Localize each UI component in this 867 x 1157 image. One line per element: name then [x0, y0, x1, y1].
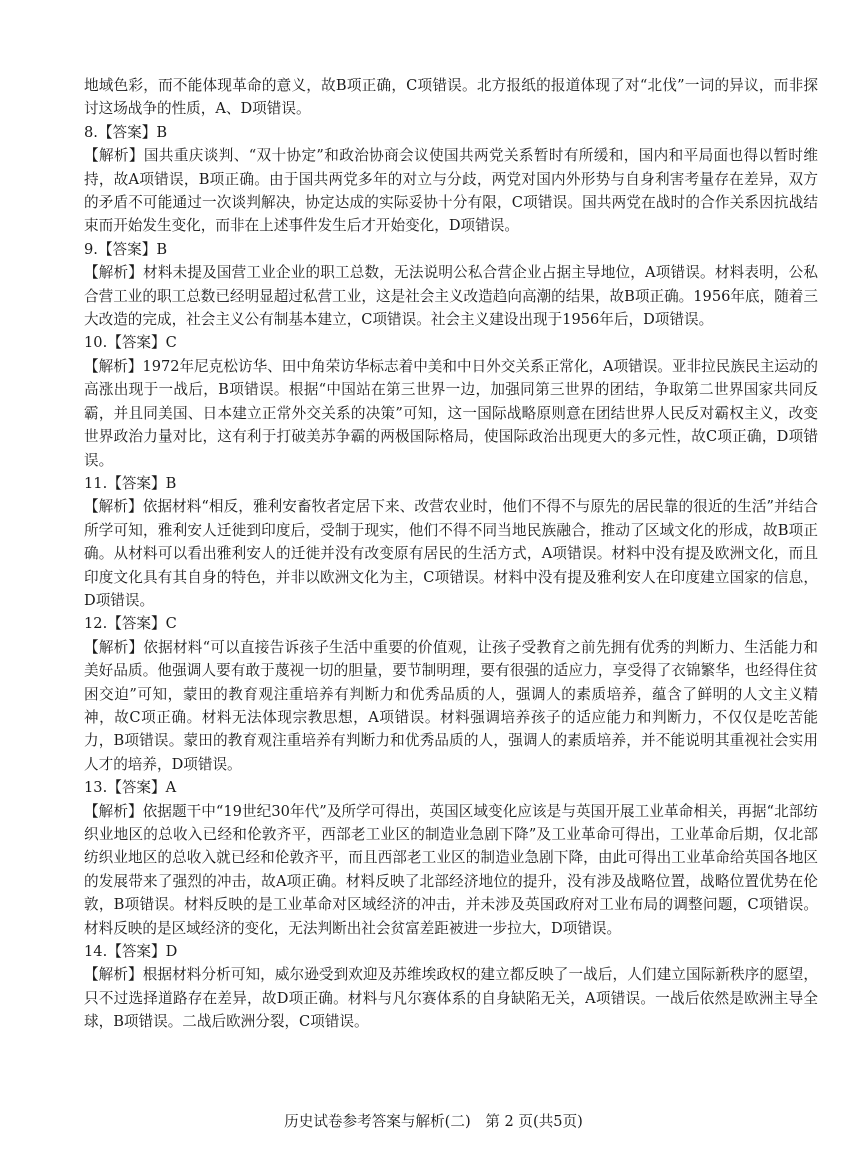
intro-paragraph: 地域色彩，而不能体现革命的意义，故B项正确，C项错误。北方报纸的报道体现了对“北伐”一词的异议，而非探讨这场战争的性质，A、D项错误。	[84, 77, 818, 118]
answer-label: 【答案】C	[107, 334, 177, 352]
answer-item-12	[84, 612, 818, 776]
answer-item-13	[84, 776, 818, 940]
explanation-text: 【解析】依据材料“可以直接告诉孩子生活中重要的价值观，让孩子受教育之前先拥有优秀的判断力、生活能力和美好品质。他强调人要有敢于蔑视一切的胆量，要节制明理，要有很强的适应力，享受得了衣锦繁华，也经得住贫困交迫”可知，蒙田的教育观注重培养有判断力和优秀品质的人，强调人的素质培养，蕴含了鲜明的人文主义精神，故C项正确。材料无法体现宗教思想，A项错误。材料强调培养孩子的适应能力和判断力，不仅仅是吃苦能力，B项错误。蒙田的教育观注重培养有判断力和优秀品质的人，强调人的素质培养，并不能说明其重视社会实用人才的培养，D项错误。	[84, 638, 818, 773]
explanation-text	[84, 800, 818, 940]
answer-line	[84, 776, 818, 799]
answer-label: 【答案】B	[97, 240, 168, 258]
page-footer: 历史试卷参考答案与解析(二) 第 2 页(共5页)	[284, 1113, 583, 1130]
explanation-text: 【解析】材料未提及国营工业企业的职工总数，无法说明公私合营企业占据主导地位，A项错误。材料表明，公私合营工业的职工总数已经明显超过私营工业，这是社会主义改造趋向高潮的结果，故B项正确。1956年底，随着三大改造的完成，社会主义公有制基本建立，C项错误。社会主义建设出现于1956年后，D项错误。	[84, 264, 818, 329]
answer-label: 【答案】B	[97, 123, 168, 141]
question-number: 14.	[84, 943, 108, 961]
explanation-body: 依据题干中“19世纪30年代”及所学可得出，英国区域变化应该是与英国开展工业革命相关，再据“北部纺织业地区的总收入已经和伦敦齐平，西部老工业区的制造业急剧下降”及工业革命可得出，工业革命后期，仅北部纺织业地区的总收入就已经和伦敦齐平，而且西部老工业区的制造业急剧下降，由此可得出工业革命给英国各地区的发展带来了强烈的冲击，故A项正确。材料反映了北部经济地位的提升，没有涉及战略位置，战略位置优势在伦敦，B项错误。材料反映的是工业革命对区域经济的冲击，并未涉及英国政府对工业布局的调整问题，C项错误。材料反映的是区域经济的变化，无法判断出社会贫富差距被进一步拉大，D项错误。	[84, 802, 818, 937]
question-number: 11.	[84, 474, 108, 492]
answer-line	[84, 121, 818, 144]
answer-label: 【答案】D	[107, 943, 178, 961]
answer-label: 【答案】A	[107, 779, 177, 797]
question-number: 12.	[84, 615, 108, 633]
explanation-text: 【解析】根据材料分析可知，威尔逊受到欢迎及苏维埃政权的建立都反映了一战后，人们建立国际新秩序的愿望，只不过选择道路存在差异，故D项正确。材料与凡尔赛体系的自身缺陷无关，A项错误。一战后依然是欧洲主导全球，B项错误。二战后欧洲分裂，C项错误。	[84, 966, 818, 1031]
answer-label: 【答案】C	[107, 615, 177, 633]
question-number: 8.	[84, 123, 98, 141]
answer-line	[84, 940, 818, 963]
question-number: 9.	[84, 240, 98, 258]
question-number: 10.	[84, 334, 108, 352]
answer-item-14	[84, 940, 818, 1034]
explanation-text: 【解析】1972年尼克松访华、田中角荣访华标志着中美和中日外交关系正常化，A项错误。亚非拉民族民主运动的高涨出现于一战后，B项错误。根据“中国站在第三世界一边，加强同第三世界的团结，争取第二世界国家共同反霸，并且同美国、日本建立正常外交关系的决策”可知，这一国际战略原则意在团结世界人民反对霸权主义，改变世界政治力量对比，这有利于打破美苏争霸的两极国际格局，使国际政治出现更大的多元性，故C项正确，D项错误。	[84, 357, 818, 469]
answer-item-8	[84, 121, 818, 238]
answer-label: 【答案】B	[107, 474, 177, 492]
answer-line	[84, 331, 818, 354]
answer-item-10	[84, 331, 818, 471]
answer-content	[84, 74, 818, 1034]
answer-item-11	[84, 472, 818, 612]
answer-line	[84, 472, 818, 495]
answer-line	[84, 238, 818, 261]
answer-item-9	[84, 238, 818, 332]
answer-line	[84, 612, 818, 635]
explanation-label: 【解析】	[84, 802, 143, 820]
question-number: 13.	[84, 779, 108, 797]
explanation-text: 【解析】国共重庆谈判、“双十协定”和政治协商会议使国共两党关系暂时有所缓和，国内和平局面也得以暂时维持，故A项错误，B项正确。由于国共两党多年的对立与分歧，两党对国内外形势与自身利害考量存在差异，双方的矛盾不可能通过一次谈判解决，协定达成的实际妥协十分有限，C项错误。国共两党在战时的合作关系因抗战结束而开始发生变化，而非在上述事件发生后才开始变化，D项错误。	[84, 147, 818, 235]
explanation-text: 【解析】依据材料“相反，雅利安畜牧者定居下来、改营农业时，他们不得不与原先的居民靠的很近的生活”并结合所学可知，雅利安人迁徙到印度后，受制于现实，他们不得不同当地民族融合，推动了区域文化的形成，故B项正确。从材料可以看出雅利安人的迁徙并没有改变原有居民的生活方式，A项错误。材料中没有提及欧洲文化，而且印度文化具有其自身的特色，并非以欧洲文化为主，C项错误。材料中没有提及雅利安人在印度建立国家的信息，D项错误。	[84, 498, 818, 609]
